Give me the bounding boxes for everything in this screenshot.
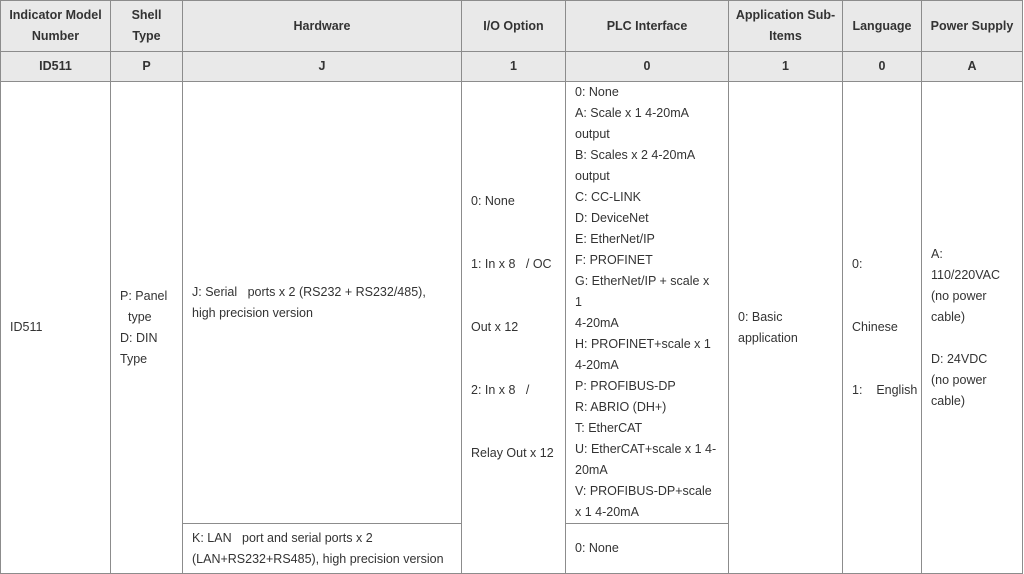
io-line: Relay Out x 12: [471, 446, 554, 460]
language-cell: [843, 82, 922, 574]
header-hardware: Hardware: [183, 1, 462, 52]
hardware-k-text: K: LAN port and serial ports x 2 (LAN+RS232+RS485), high precision version: [192, 530, 444, 566]
io-line: Out x 12: [471, 320, 519, 334]
power-line: D: 24VDC: [931, 351, 988, 366]
code-power: A: [922, 52, 1023, 82]
plc-k-cell: [566, 524, 729, 574]
io-line: 2: In x 8 /: [471, 383, 530, 397]
hardware-j-cell: [183, 82, 462, 524]
plc-line: 0: None: [575, 85, 619, 99]
plc-line: 20mA: [575, 463, 608, 477]
code-language: 0: [843, 52, 922, 82]
shell-line: type: [128, 309, 152, 324]
plc-k-text: 0: None: [575, 541, 619, 555]
header-power-supply: Power Supply: [922, 1, 1023, 52]
plc-options: [566, 82, 728, 523]
header-shell-type: Shell Type: [111, 1, 183, 52]
plc-line: x 1 4-20mA: [575, 505, 639, 519]
plc-line: V: PROFIBUS-DP+scale: [575, 484, 712, 498]
application-line: 0: Basic: [738, 309, 783, 324]
power-line: cable): [931, 309, 966, 324]
io-line: 1: In x 8 / OC: [471, 257, 552, 271]
language-options: [843, 212, 921, 443]
power-line: 110/220VAC: [931, 267, 1001, 282]
power-options: [922, 244, 1022, 412]
code-application: 1: [729, 52, 843, 82]
code-io: 1: [462, 52, 566, 82]
plc-line: A: Scale x 1 4-20mA: [575, 106, 689, 120]
power-line: [931, 328, 1013, 349]
io-line: 0: None: [471, 194, 515, 208]
application-options: [729, 307, 842, 349]
plc-line: P: PROFIBUS-DP: [575, 379, 676, 393]
plc-line: G: EtherNet/IP + scale x 1: [575, 274, 710, 309]
shell-cell: [111, 82, 183, 574]
shell-line: D: DIN: [120, 330, 158, 345]
plc-line: output: [575, 127, 610, 141]
hardware-k-cell: [183, 524, 462, 574]
code-model: ID511: [1, 52, 111, 82]
plc-line: output: [575, 169, 610, 183]
application-line: application: [738, 330, 798, 345]
plc-line: T: EtherCAT: [575, 421, 643, 435]
header-application-sub-items: Application Sub-Items: [729, 1, 843, 52]
shell-options: [111, 286, 182, 370]
hardware-j-text: J: Serial ports x 2 (RS232 + RS232/485), high precision version: [192, 284, 430, 320]
power-line: (no power: [931, 288, 987, 303]
power-line: A:: [931, 246, 943, 261]
header-language: Language: [843, 1, 922, 52]
plc-line: H: PROFINET+scale x 1: [575, 337, 711, 351]
header-plc-interface: PLC Interface: [566, 1, 729, 52]
code-shell: P: [111, 52, 183, 82]
header-indicator-model-number: Indicator Model Number: [1, 1, 111, 52]
model-cell: [1, 82, 111, 574]
code-hardware: J: [183, 52, 462, 82]
plc-line: D: DeviceNet: [575, 211, 649, 225]
plc-line: F: PROFINET: [575, 253, 653, 267]
plc-line: U: EtherCAT+scale x 1 4-: [575, 442, 717, 456]
language-line: 0:: [852, 257, 863, 271]
plc-line: 4-20mA: [575, 358, 619, 372]
io-options: [462, 149, 565, 506]
power-line: cable): [931, 393, 966, 408]
language-line: Chinese: [852, 320, 898, 334]
io-cell: [462, 82, 566, 574]
header-row: [1, 1, 1023, 52]
plc-line: R: ABRIO (DH+): [575, 400, 667, 414]
header-io-option: I/O Option: [462, 1, 566, 52]
language-line: 1: English: [852, 383, 918, 397]
code-plc: 0: [566, 52, 729, 82]
plc-line: 4-20mA: [575, 316, 619, 330]
power-line: (no power: [931, 372, 987, 387]
plc-line: C: CC-LINK: [575, 190, 641, 204]
shell-line: P: Panel: [120, 288, 168, 303]
shell-line: Type: [120, 351, 148, 366]
application-cell: [729, 82, 843, 574]
plc-line: B: Scales x 2 4-20mA: [575, 148, 696, 162]
power-cell: [922, 82, 1023, 574]
model-value: ID511: [10, 320, 43, 334]
plc-cell: [566, 82, 729, 524]
option-row: [1, 82, 1023, 524]
code-row: [1, 52, 1023, 82]
plc-line: E: EtherNet/IP: [575, 232, 655, 246]
